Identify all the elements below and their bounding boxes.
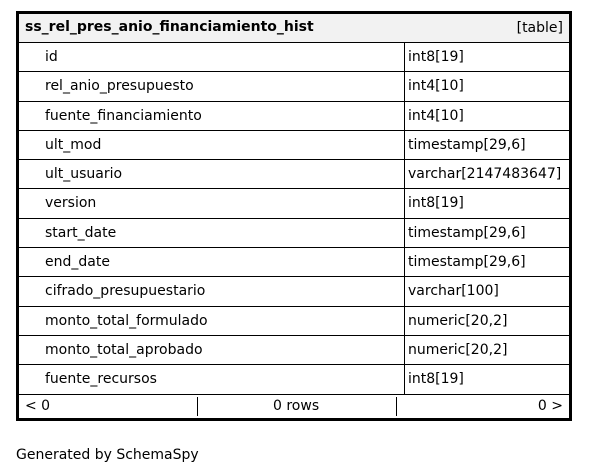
column-row <box>19 102 569 131</box>
column-list <box>19 43 569 395</box>
footer-divider <box>197 397 198 416</box>
column-divider <box>404 43 405 395</box>
column-type: timestamp[29,6] <box>408 136 526 153</box>
column-type: int4[10] <box>408 78 464 95</box>
column-name: monto_total_formulado <box>45 312 208 329</box>
table-footer <box>19 395 569 418</box>
column-name: fuente_recursos <box>45 371 157 388</box>
table-name: ss_rel_pres_anio_financiamiento_hist <box>25 19 314 35</box>
column-type: timestamp[29,6] <box>408 224 526 241</box>
column-row <box>19 248 569 277</box>
column-type: int4[10] <box>408 107 464 124</box>
column-row <box>19 72 569 101</box>
footer-parents-count: < 0 <box>25 398 51 414</box>
table-kind-label: [table] <box>516 20 563 36</box>
column-row <box>19 219 569 248</box>
footer-row-count: 0 rows <box>273 398 320 414</box>
column-row <box>19 336 569 365</box>
column-name: id <box>45 49 58 65</box>
column-type: numeric[20,2] <box>408 341 508 358</box>
column-type: int8[19] <box>408 195 464 212</box>
table-header <box>19 14 569 43</box>
column-type: int8[19] <box>408 49 464 65</box>
column-name: monto_total_aprobado <box>45 341 203 358</box>
column-row <box>19 131 569 160</box>
column-name: rel_anio_presupuesto <box>45 78 194 95</box>
column-name: version <box>45 195 97 212</box>
column-name: ult_usuario <box>45 166 123 183</box>
footer-divider <box>396 397 397 416</box>
column-row <box>19 189 569 218</box>
column-name: ult_mod <box>45 136 102 153</box>
column-name: fuente_financiamiento <box>45 107 202 124</box>
column-type: timestamp[29,6] <box>408 254 526 271</box>
column-row <box>19 365 569 394</box>
footer-children-count: 0 > <box>537 398 563 414</box>
table-node <box>16 11 572 421</box>
column-type: varchar[100] <box>408 283 499 300</box>
column-name: start_date <box>45 224 117 241</box>
column-type: varchar[2147483647] <box>408 166 562 183</box>
column-name: cifrado_presupuestario <box>45 283 206 300</box>
column-row <box>19 160 569 189</box>
column-row <box>19 307 569 336</box>
column-row <box>19 277 569 306</box>
column-row <box>19 43 569 72</box>
column-type: numeric[20,2] <box>408 312 508 329</box>
column-name: end_date <box>45 254 110 271</box>
column-type: int8[19] <box>408 371 464 388</box>
generated-by-text: Generated by SchemaSpy <box>16 447 199 463</box>
